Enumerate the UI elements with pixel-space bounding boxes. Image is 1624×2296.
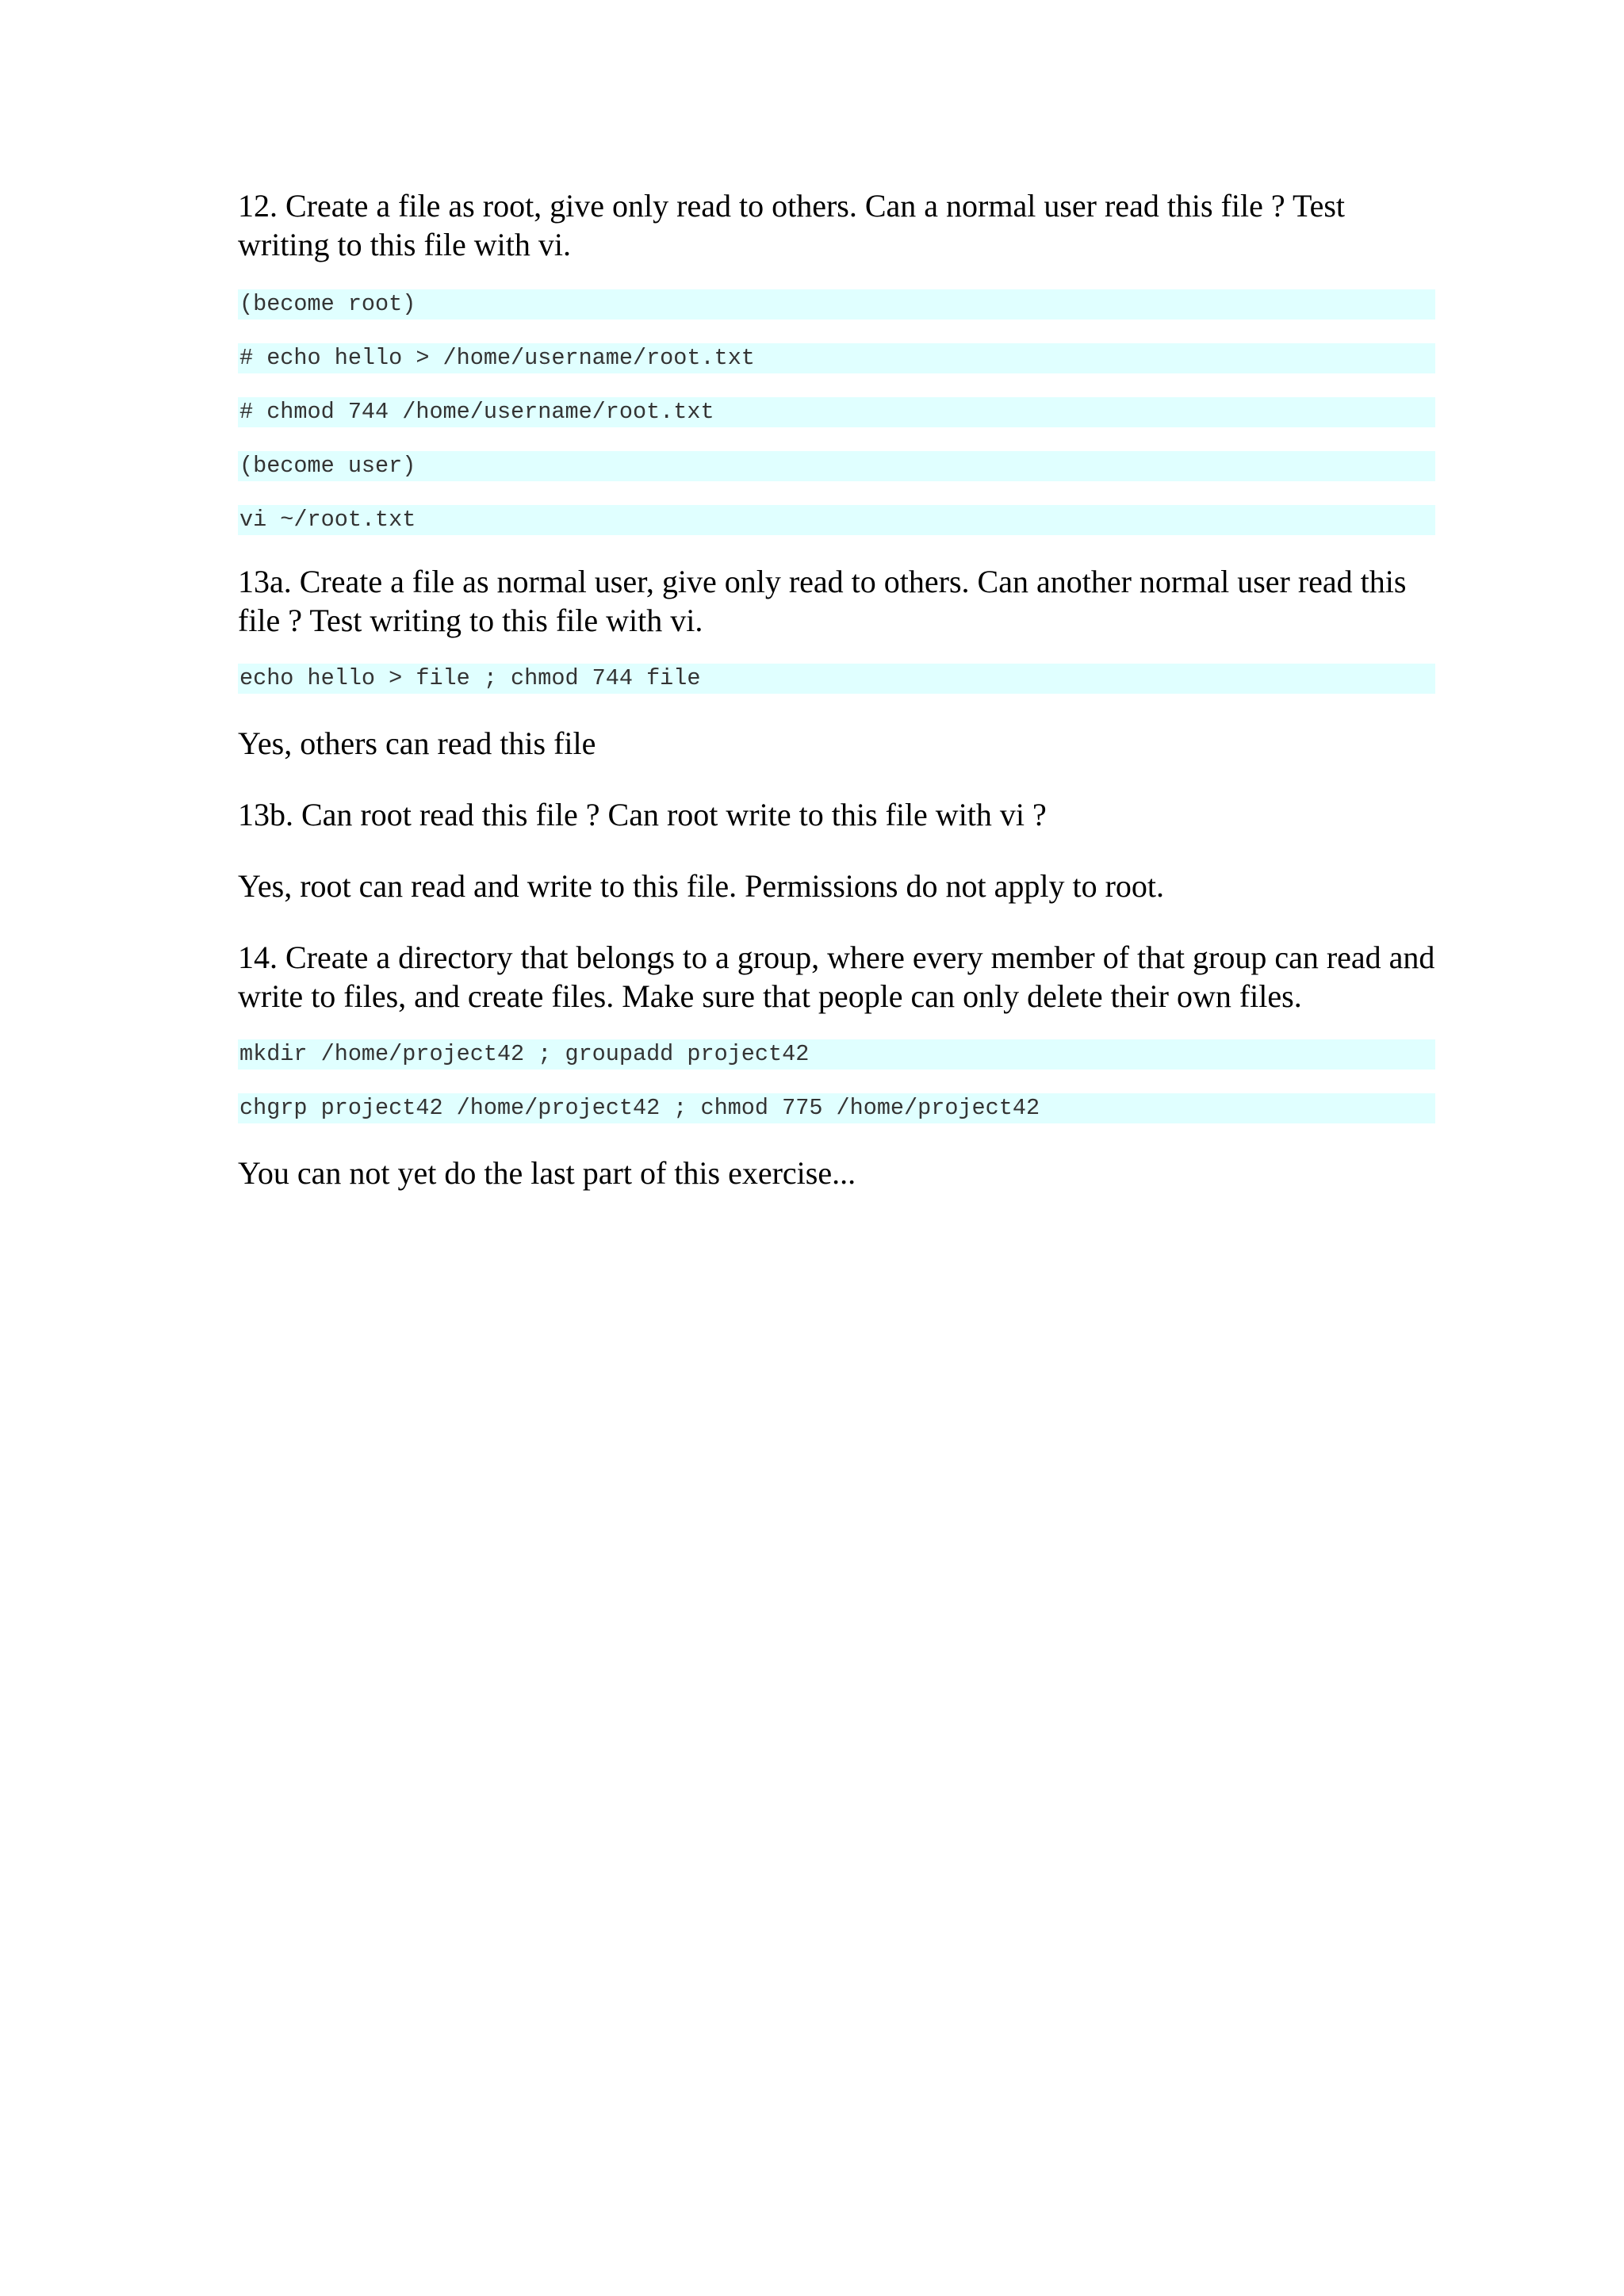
code-line-vi-root: vi ~/root.txt bbox=[238, 505, 1435, 535]
code-line-chgrp: chgrp project42 /home/project42 ; chmod 775 /home/project42 bbox=[238, 1093, 1435, 1123]
answer-14: You can not yet do the last part of this exercise... bbox=[238, 1155, 856, 1191]
code-line-become-root: (become root) bbox=[238, 289, 1435, 320]
answer-13b: Yes, root can read and write to this file. Permissions do not apply to root. bbox=[238, 868, 1165, 904]
question-13a: 13a. Create a file as normal user, give only read to others. Can another normal user read this file ? Test writing to this file with vi. bbox=[238, 564, 1407, 638]
question-14: 14. Create a directory that belongs to a group, where every member of that group can read and write to files, and create files. Make sure that people can only delete their own files. bbox=[238, 939, 1435, 1014]
question-13b: 13b. Can root read this file ? Can root write to this file with vi ? bbox=[238, 797, 1047, 832]
answer-13a: Yes, others can read this file bbox=[238, 725, 596, 761]
question-12: 12. Create a file as root, give only read to others. Can a normal user read this file ? Test writing to this file with vi. bbox=[238, 188, 1346, 262]
code-line-become-user: (become user) bbox=[238, 451, 1435, 481]
document-page bbox=[238, 186, 1435, 1192]
code-line-echo-file: echo hello > file ; chmod 744 file bbox=[238, 664, 1435, 694]
code-line-chmod-root: # chmod 744 /home/username/root.txt bbox=[238, 397, 1435, 427]
code-line-mkdir: mkdir /home/project42 ; groupadd project42 bbox=[238, 1039, 1435, 1070]
code-line-echo-hello: # echo hello > /home/username/root.txt bbox=[238, 343, 1435, 373]
